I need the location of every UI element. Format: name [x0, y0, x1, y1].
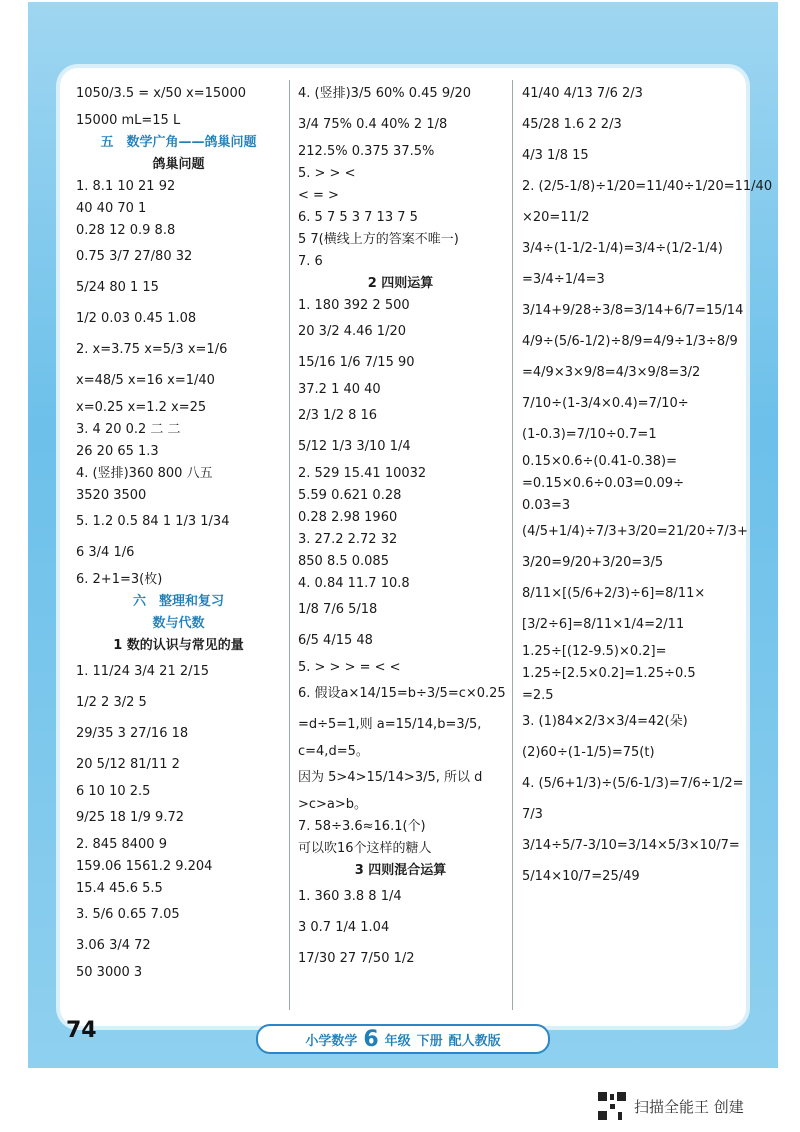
answer-line: 3/14÷5/7-3/10=3/14×5/3×10/7=	[522, 838, 740, 853]
answer-line: 5/12 1/3 3/10 1/4	[298, 439, 411, 454]
answer-line: 6/5 4/15 48	[298, 633, 373, 648]
section-heading: 鸽巢问题	[152, 157, 205, 172]
scanner-watermark	[598, 1092, 744, 1120]
column-divider	[289, 80, 290, 1010]
answer-line: 4. (竖排)3/5 60% 0.45 9/20	[298, 86, 472, 101]
answer-line: 26 20 65 1.3	[76, 444, 159, 459]
section-heading: 六 整理和复习	[132, 594, 224, 609]
answer-line: 3/20=9/20+3/20=3/5	[522, 555, 664, 570]
answer-line: 3/14+9/28÷3/8=3/14+6/7=15/14	[522, 303, 744, 318]
answer-line: 0.03=3	[522, 498, 571, 513]
answer-line: x=48/5 x=16 x=1/40	[76, 373, 215, 388]
answer-line: 5. > > <	[298, 166, 356, 181]
answer-line: (4/5+1/4)÷7/3+3/20=21/20÷7/3+	[522, 524, 748, 539]
scanner-label: 扫描全能王 创建	[634, 1097, 744, 1116]
answer-line: 因为 5>4>15/14>3/5, 所以 d	[298, 770, 483, 785]
answer-line: 6. 假设a×14/15=b÷3/5=c×0.25	[298, 686, 506, 701]
answer-line: 41/40 4/13 7/6 2/3	[522, 86, 643, 101]
answer-line: 3. (1)84×2/3×3/4=42(朵)	[522, 714, 688, 729]
answer-line: 4. (5/6+1/3)÷(5/6-1/3)=7/6÷1/2=	[522, 776, 744, 791]
answer-line: ×20=11/2	[522, 210, 590, 225]
answer-column-3	[522, 80, 773, 894]
answer-line: 1. 360 3.8 8 1/4	[298, 889, 402, 904]
answer-line: 5.59 0.621 0.28	[298, 488, 402, 503]
answer-line: 159.06 1561.2 9.204	[76, 859, 213, 874]
qr-code-icon	[598, 1092, 626, 1120]
answer-line: =d÷5=1,则 a=15/14,b=3/5,	[298, 717, 482, 732]
answer-line: 7/10÷(1-3/4×0.4)=7/10÷	[522, 396, 689, 411]
answer-line: 5 7(横线上方的答案不唯一)	[298, 232, 459, 247]
answer-line: 5/14×10/7=25/49	[522, 869, 640, 884]
answer-line: 3/4÷(1-1/2-1/4)=3/4÷(1/2-1/4)	[522, 241, 723, 256]
answer-line: 4. (竖排)360 800 八五	[76, 466, 213, 481]
section-heading: 3 四则混合运算	[354, 863, 447, 878]
answer-column-2	[298, 80, 506, 976]
section-heading: 五 数学广角——鸽巢问题	[100, 135, 257, 150]
answer-line: 29/35 3 27/16 18	[76, 726, 189, 741]
answer-line: 3. 27.2 2.72 32	[298, 532, 398, 547]
answer-line: 2. (2/5-1/8)÷1/20=11/40÷1/20=11/40	[522, 179, 773, 194]
answer-line: 6. 2+1=3(枚)	[76, 572, 163, 587]
answer-line: =0.15×0.6÷0.03=0.09÷	[522, 476, 684, 491]
answer-line: 0.28 2.98 1960	[298, 510, 398, 525]
answer-line: 1. 11/24 3/4 21 2/15	[76, 664, 210, 679]
answer-line: 4/3 1/8 15	[522, 148, 589, 163]
answer-line: 3/4 75% 0.4 40% 2 1/8	[298, 117, 448, 132]
answer-line: 1. 8.1 10 21 92	[76, 179, 176, 194]
answer-line: 5/24 80 1 15	[76, 280, 159, 295]
footer-subject: 小学数学	[305, 1033, 358, 1049]
answer-line: 40 40 70 1	[76, 201, 147, 216]
answer-line: [3/2÷6]=8/11×1/4=2/11	[522, 617, 685, 632]
answer-line: 8/11×[(5/6+2/3)÷6]=8/11×	[522, 586, 706, 601]
answer-line: 6. 5 7 5 3 7 13 7 5	[298, 210, 418, 225]
answer-line: 15.4 45.6 5.5	[76, 881, 163, 896]
answer-line: 50 3000 3	[76, 965, 143, 980]
answer-line: 7. 58÷3.6≈16.1(个)	[298, 819, 426, 834]
answer-line: 3. 4 20 0.2 二 二	[76, 422, 181, 437]
answer-line: =4/9×3×9/8=4/3×9/8=3/2	[522, 365, 701, 380]
answer-line: c=4,d=5。	[298, 744, 369, 759]
answer-line: 可以吹16个这样的糖人	[298, 841, 432, 856]
answer-line: 1.25÷[(12-9.5)×0.2]=	[522, 644, 667, 659]
answer-line: 6 10 10 2.5	[76, 784, 151, 799]
answer-line: 3 0.7 1/4 1.04	[298, 920, 390, 935]
answer-line: 15/16 1/6 7/15 90	[298, 355, 415, 370]
answer-line: 7. 6	[298, 254, 323, 269]
footer-term: 下册	[416, 1033, 443, 1049]
answer-line: >c>a>b。	[298, 797, 368, 812]
answer-line: 20 3/2 4.46 1/20	[298, 324, 406, 339]
answer-line: 1/2 0.03 0.45 1.08	[76, 311, 197, 326]
answer-line: 3. 5/6 0.65 7.05	[76, 907, 180, 922]
answer-line: 37.2 1 40 40	[298, 382, 381, 397]
answer-line: 0.15×0.6÷(0.41-0.38)=	[522, 454, 678, 469]
footer-edition: 配人教版	[448, 1033, 501, 1049]
answer-line: 0.28 12 0.9 8.8	[76, 223, 176, 238]
answer-line: =3/4÷1/4=3	[522, 272, 605, 287]
answer-line: 15000 mL=15 L	[76, 113, 181, 128]
answer-line: 5. > > > = < <	[298, 660, 401, 675]
answer-line: (2)60÷(1-1/5)=75(t)	[522, 745, 655, 760]
answer-line: 4/9÷(5/6-1/2)÷8/9=4/9÷1/3÷8/9	[522, 334, 738, 349]
column-divider	[512, 80, 513, 1010]
section-heading: 2 四则运算	[367, 276, 434, 291]
section-heading: 数与代数	[152, 616, 205, 631]
answer-line: 5. 1.2 0.5 84 1 1/3 1/34	[76, 514, 230, 529]
answer-line: < = >	[298, 188, 339, 203]
answer-line: 1/2 2 3/2 5	[76, 695, 147, 710]
answer-line: 2/3 1/2 8 16	[298, 408, 378, 423]
answer-line: 4. 0.84 11.7 10.8	[298, 576, 410, 591]
footer-grade-number: 6	[363, 1026, 379, 1052]
answer-line: 45/28 1.6 2 2/3	[522, 117, 622, 132]
answer-line: 1.25÷[2.5×0.2]=1.25÷0.5	[522, 666, 696, 681]
answer-line: 6 3/4 1/6	[76, 545, 135, 560]
answer-line: 3.06 3/4 72	[76, 938, 151, 953]
answer-line: 1. 180 392 2 500	[298, 298, 410, 313]
answer-line: 2. 529 15.41 10032	[298, 466, 427, 481]
section-heading: 1 数的认识与常见的量	[113, 638, 244, 653]
answer-line: 850 8.5 0.085	[298, 554, 389, 569]
answer-line: 20 5/12 81/11 2	[76, 757, 180, 772]
footer-grade: 年级	[384, 1033, 411, 1049]
answer-line: 1050/3.5 = x/50 x=15000	[76, 86, 246, 101]
answer-line: 7/3	[522, 807, 543, 822]
answer-line: 9/25 18 1/9 9.72	[76, 810, 184, 825]
answer-line: 1/8 7/6 5/18	[298, 602, 378, 617]
answer-line: (1-0.3)=7/10÷0.7=1	[522, 427, 657, 442]
page-number: 74	[66, 1018, 97, 1043]
answer-line: 3520 3500	[76, 488, 147, 503]
answer-line: =2.5	[522, 688, 554, 703]
answer-line: 0.75 3/7 27/80 32	[76, 249, 193, 264]
answer-line: x=0.25 x=1.2 x=25	[76, 400, 207, 415]
answer-line: 2. x=3.75 x=5/3 x=1/6	[76, 342, 228, 357]
answer-line: 212.5% 0.375 37.5%	[298, 144, 435, 159]
answer-column-1	[76, 80, 281, 985]
answer-line: 2. 845 8400 9	[76, 837, 167, 852]
footer-badge	[256, 1024, 550, 1054]
answer-line: 17/30 27 7/50 1/2	[298, 951, 415, 966]
